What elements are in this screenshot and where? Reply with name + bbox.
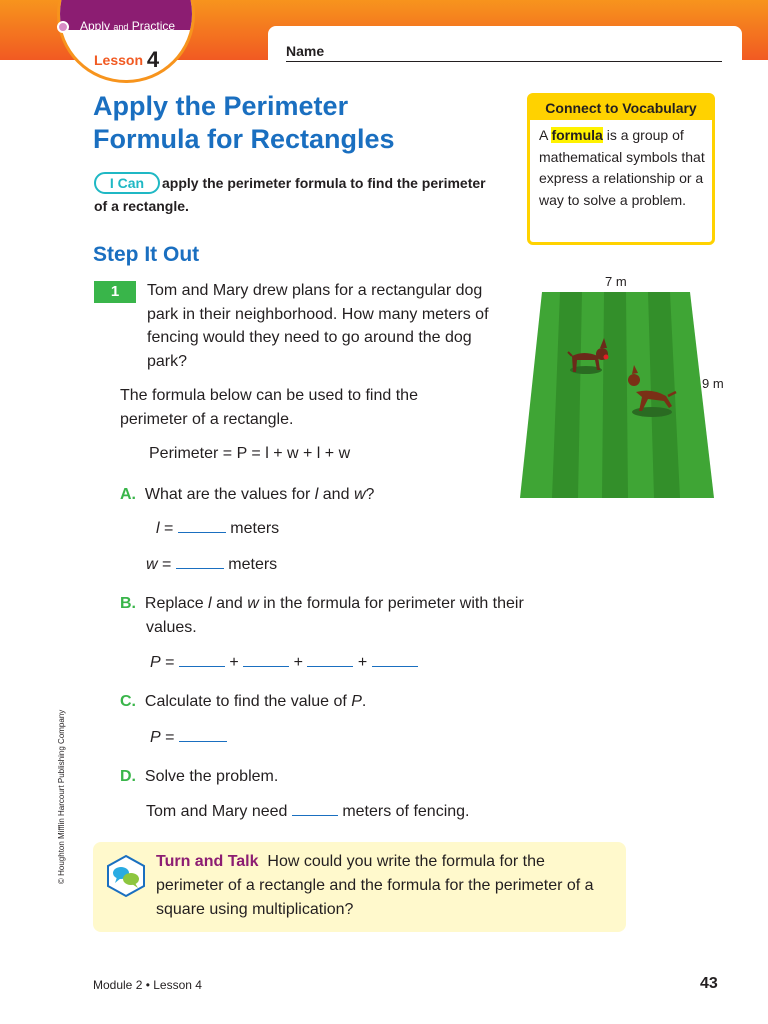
problem-number: 1 <box>94 281 136 303</box>
page-title: Apply the Perimeter Formula for Rectangles <box>93 91 395 154</box>
vocabulary-term: formula <box>551 127 603 143</box>
answer-blank-b3[interactable] <box>307 652 353 667</box>
answer-blank-fencing[interactable] <box>292 801 338 816</box>
answer-l-row: l = meters <box>156 520 280 537</box>
fencing-answer-row: Tom and Mary need meters of fencing. <box>146 803 470 820</box>
answer-blank-p[interactable] <box>179 727 227 742</box>
name-label: Name <box>286 43 325 59</box>
turn-and-talk-text: Turn and Talk How could you write the formula for the perimeter of a rectangle and the formula for the perimeter of a square using multiplication? <box>156 853 594 918</box>
vocabulary-header: Connect to Vocabulary <box>530 96 712 120</box>
replace-equation: P = + + + <box>150 651 418 675</box>
answer-blank-b1[interactable] <box>179 652 225 667</box>
copyright: © Houghton Mifflin Harcourt Publishing Company <box>57 709 66 884</box>
formula-intro: The formula below can be used to find the perimeter of a rectangle. <box>120 387 418 428</box>
name-line <box>286 61 722 62</box>
part-d: D. Solve the problem. <box>120 768 279 785</box>
width-label: 7 m <box>605 274 627 289</box>
page-number: 43 <box>700 975 718 992</box>
answer-blank-b2[interactable] <box>243 652 289 667</box>
learning-goal: apply the perimeter formula to find the perimeter of a rectangle. <box>94 175 486 214</box>
section-heading: Step It Out <box>93 243 200 266</box>
part-c: C. Calculate to find the value of P. <box>120 693 367 710</box>
answer-w-row: w = meters <box>146 556 278 573</box>
footer-module: Module 2 • Lesson 4 <box>93 978 202 992</box>
problem-text: Tom and Mary drew plans for a rectangular dog park in their neighborhood. How many meters of fencing would they need to go around the dog park? <box>147 282 489 370</box>
part-a: A. What are the values for l and w? <box>120 486 375 503</box>
perimeter-answer-row: P = <box>150 726 227 750</box>
dog-park-figure <box>520 292 714 498</box>
answer-blank-w[interactable] <box>176 554 224 569</box>
part-b: B. Replace l and w in the formula for perimeter with their values. <box>120 595 524 636</box>
answer-blank-l[interactable] <box>178 518 226 533</box>
answer-blank-b4[interactable] <box>372 652 418 667</box>
vocabulary-definition: A formula is a group of mathematical symbols that express a relationship or a way to solve a problem. <box>539 127 705 208</box>
bullet-icon <box>57 21 69 33</box>
speech-bubbles-icon <box>104 854 148 898</box>
perimeter-formula: Perimeter = P = l + w + l + w <box>149 445 351 462</box>
vocabulary-box <box>527 93 715 245</box>
length-label: 9 m <box>702 376 724 391</box>
lesson-tag: Lesson 4 <box>94 47 160 72</box>
name-card <box>268 26 742 86</box>
ican-badge: I Can <box>94 172 160 194</box>
apply-practice-label: Apply and Practice <box>80 19 176 33</box>
